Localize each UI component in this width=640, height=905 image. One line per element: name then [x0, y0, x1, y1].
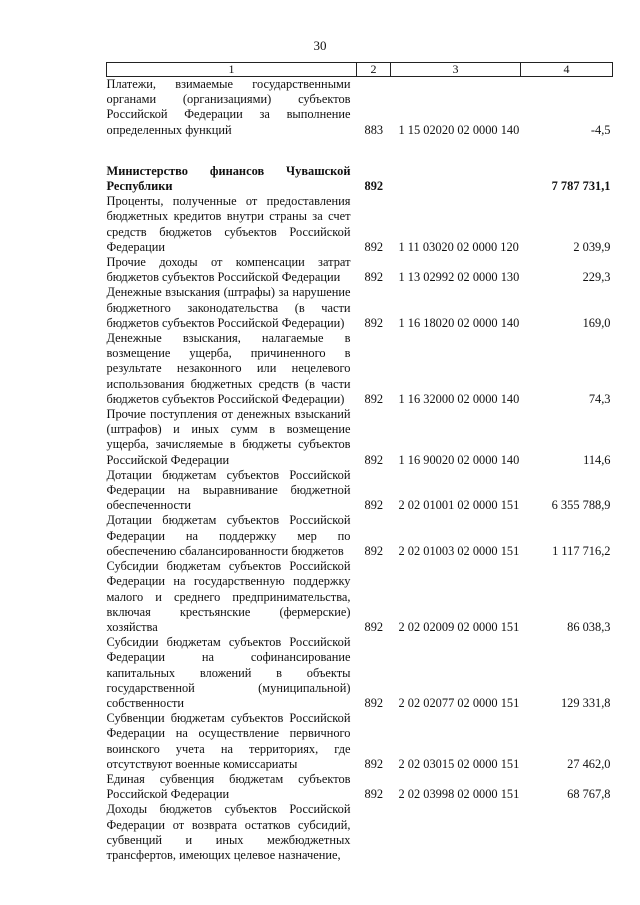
table-row-ministry	[107, 164, 613, 194]
row-budget-code: 2 02 01003 02 0000 151	[398, 543, 520, 558]
row-amount	[521, 802, 613, 863]
table-row	[107, 194, 613, 255]
table-row	[107, 331, 613, 407]
row-name: Прочие доходы от компенсации затрат бюджетов субъектов Российской Федерации	[106, 255, 351, 285]
row-budget-code	[391, 164, 521, 194]
row-name: Денежные взыскания (штрафы) за нарушение бюджетного законодательства (в части бюджетов субъектов Российской Федерации)	[106, 285, 351, 330]
row-amount: 68 767,8	[567, 787, 611, 802]
table-row	[107, 772, 613, 802]
table-row	[107, 77, 613, 138]
row-admin-code: 892	[364, 315, 384, 330]
row-budget-code: 2 02 03015 02 0000 151	[398, 756, 520, 771]
header-col-3: 3	[391, 63, 521, 77]
row-admin-code: 892	[364, 756, 384, 771]
row-amount: 6 355 788,9	[551, 498, 611, 513]
row-budget-code: 2 02 02009 02 0000 151	[398, 619, 520, 634]
row-admin-code: 892	[364, 391, 384, 406]
row-amount: 2 039,9	[573, 239, 611, 254]
row-admin-code: 892	[364, 787, 384, 802]
row-admin-code: 892	[364, 452, 384, 467]
row-admin-code: 892	[364, 543, 384, 558]
row-amount: 27 462,0	[567, 756, 611, 771]
row-budget-code: 1 15 02020 02 0000 140	[398, 122, 520, 137]
row-amount: 129 331,8	[560, 695, 611, 710]
row-name: Доходы бюджетов субъектов Российской Федерации от возврата остатков субсидий, субвенций и иных межбюджетных трансфертов, имеющих целевое назначение,	[106, 802, 351, 862]
row-budget-code	[391, 802, 521, 863]
row-name: Платежи, взимаемые государственными органами (организациями) субъектов Российской Федерации за выполнение определенных функций	[106, 77, 351, 137]
table-row	[107, 285, 613, 331]
table-row-continued	[107, 802, 613, 863]
row-budget-code: 1 16 32000 02 0000 140	[398, 391, 520, 406]
row-name: Субвенции бюджетам субъектов Российской Федерации на осуществление первичного воинского учета на территориях, где отсутствуют военные комиссариаты	[106, 711, 351, 771]
row-amount: 1 117 716,2	[552, 543, 611, 558]
row-admin-code: 883	[364, 122, 384, 137]
header-col-2: 2	[357, 63, 391, 77]
row-name: Министерство финансов Чувашской Республики	[106, 163, 351, 194]
row-name: Единая субвенция бюджетам субъектов Российской Федерации	[106, 771, 351, 802]
header-col-4: 4	[521, 63, 613, 77]
row-amount: 7 787 731,1	[551, 179, 611, 194]
row-admin-code: 892	[364, 270, 384, 285]
table-row	[107, 255, 613, 285]
revenue-table	[106, 62, 613, 863]
row-budget-code: 2 02 03998 02 0000 151	[398, 787, 520, 802]
table-row	[107, 559, 613, 635]
row-amount: 169,0	[582, 315, 611, 330]
table-row	[107, 513, 613, 559]
table-row	[107, 468, 613, 514]
row-name: Дотации бюджетам субъектов Российской Федерации на выравнивание бюджетной обеспеченности	[106, 467, 351, 513]
header-col-1: 1	[107, 63, 357, 77]
row-admin-code: 892	[364, 498, 384, 513]
row-amount: 74,3	[588, 391, 611, 406]
row-budget-code: 2 02 02077 02 0000 151	[398, 695, 520, 710]
row-amount: 229,3	[582, 270, 611, 285]
row-budget-code: 1 16 18020 02 0000 140	[398, 315, 520, 330]
row-budget-code: 2 02 01001 02 0000 151	[398, 498, 520, 513]
row-budget-code: 1 11 03020 02 0000 120	[398, 239, 519, 254]
row-amount: 114,6	[583, 452, 611, 467]
row-admin-code: 892	[364, 619, 384, 634]
spacer-row	[107, 138, 613, 164]
row-name: Дотации бюджетам субъектов Российской Федерации на поддержку мер по обеспечению сбалансированности бюджетов	[106, 513, 351, 558]
row-name: Субсидии бюджетам субъектов Российской Федерации на государственную поддержку малого и среднего предпринимательства, включая крестьянские (фермерские) хозяйства	[106, 559, 351, 634]
table-header-row	[107, 63, 613, 77]
table-row	[107, 407, 613, 468]
row-amount: 86 038,3	[567, 619, 611, 634]
row-amount: -4,5	[590, 122, 611, 137]
page-number: 30	[313, 38, 327, 53]
row-admin-code: 892	[364, 179, 384, 194]
row-admin-code: 892	[364, 239, 384, 254]
row-admin-code: 892	[364, 695, 384, 710]
row-name: Прочие поступления от денежных взысканий (штрафов) и иных сумм в возмещение ущерба, зачисляемые в бюджеты субъектов Российской Федерации	[106, 407, 351, 467]
table-row	[107, 711, 613, 772]
row-name: Денежные взыскания, налагаемые в возмещение ущерба, причиненного в результате незаконного или нецелевого использования бюджетных средств (в части бюджетов субъектов Российской Федерации)	[106, 331, 351, 406]
row-admin-code	[357, 802, 391, 863]
table-row	[107, 635, 613, 711]
row-budget-code: 1 16 90020 02 0000 140	[398, 452, 520, 467]
row-name: Проценты, полученные от предоставления бюджетных кредитов внутри страны за счет средств бюджетов субъектов Российской Федерации	[106, 194, 351, 254]
row-budget-code: 1 13 02992 02 0000 130	[398, 270, 520, 285]
row-name: Субсидии бюджетам субъектов Российской Федерации на софинансирование капитальных вложений в объекты государственной (муниципальной) собственности	[106, 635, 351, 710]
